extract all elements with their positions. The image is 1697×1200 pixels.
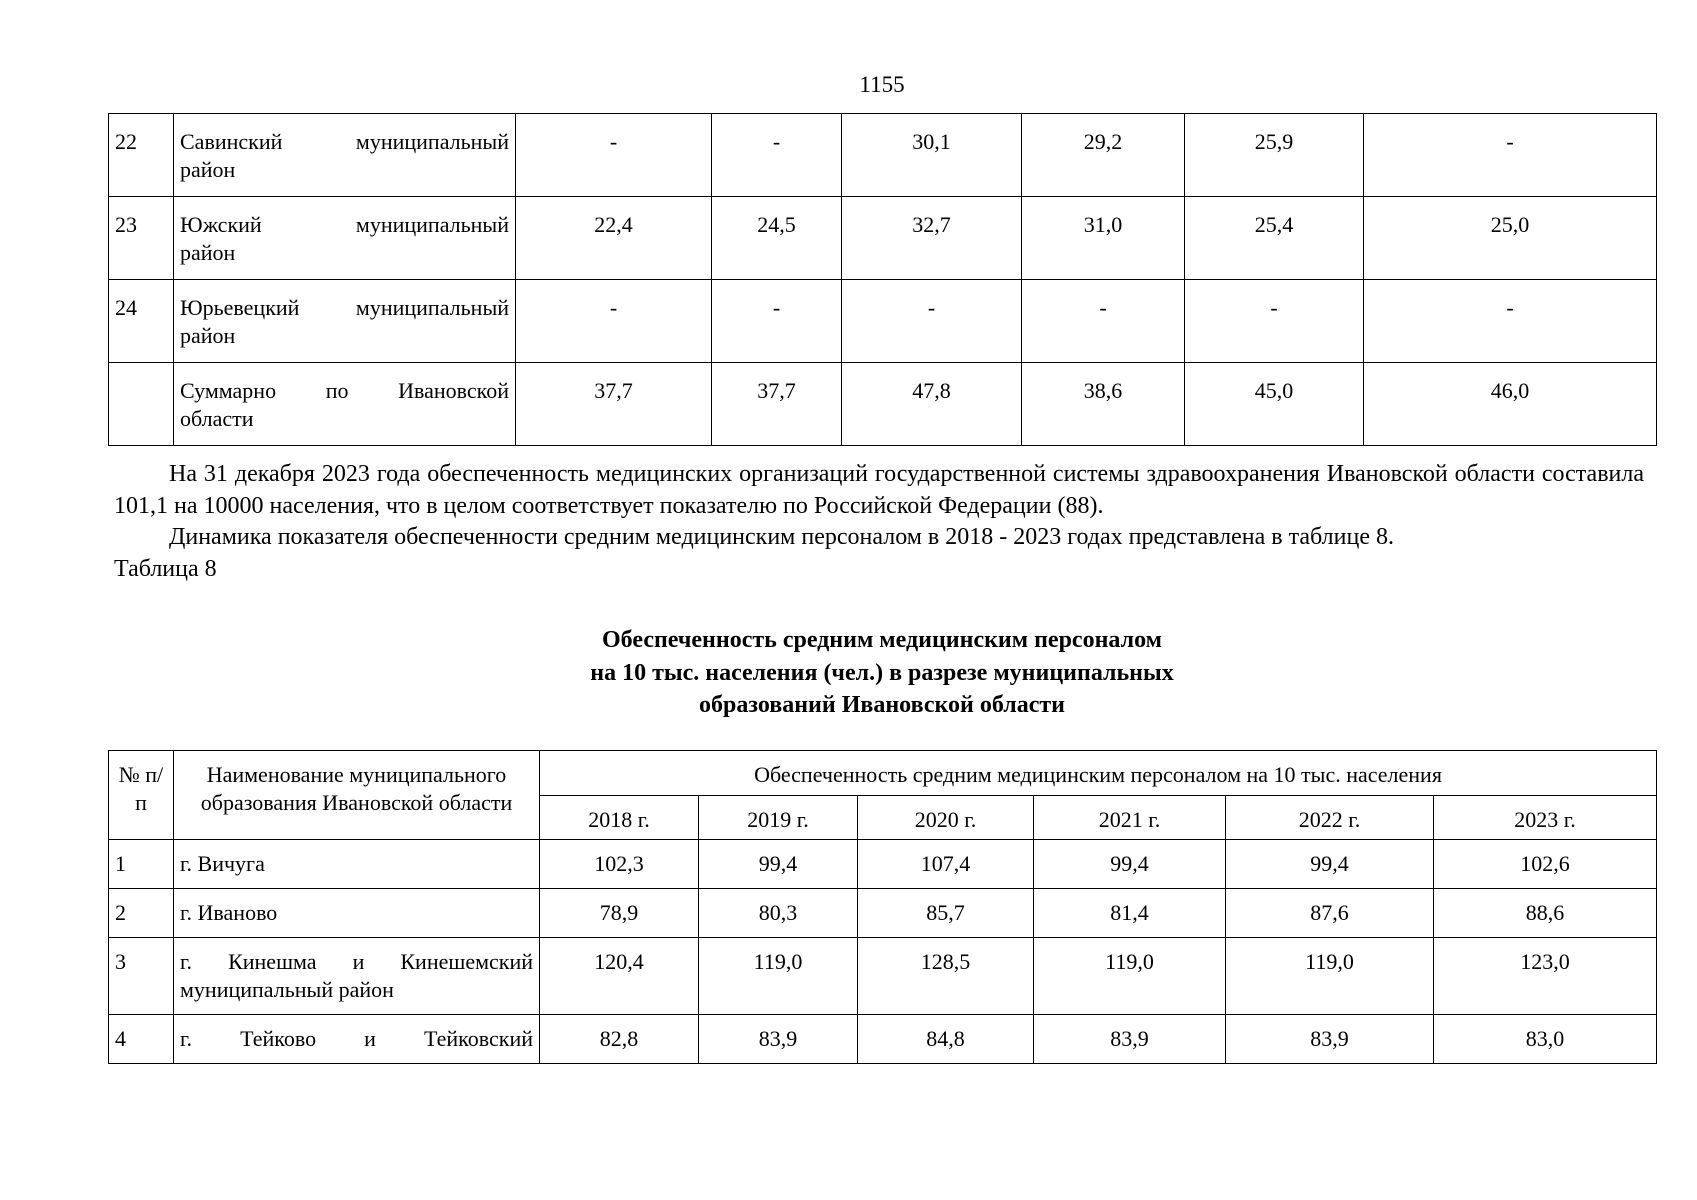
value-cell: 119,0 — [699, 938, 858, 1015]
value-cell: 32,7 — [842, 197, 1022, 280]
value-cell: 38,6 — [1022, 363, 1185, 446]
value-cell: - — [1364, 114, 1657, 197]
name-line: г. Иваново — [180, 900, 278, 925]
row-number: 23 — [109, 197, 174, 280]
value-cell: 24,5 — [712, 197, 842, 280]
name-line: г. Вичуга — [180, 851, 265, 876]
header-year: 2023 г. — [1434, 796, 1657, 840]
municipality-name — [174, 1015, 540, 1064]
value-cell: - — [516, 114, 712, 197]
name-line: Савинский муниципальный — [180, 129, 509, 154]
value-cell: 84,8 — [858, 1015, 1034, 1064]
table-title-line: образований Ивановской области — [699, 692, 1065, 718]
municipality-name — [174, 889, 540, 938]
value-cell: 25,4 — [1185, 197, 1364, 280]
value-cell: 45,0 — [1185, 363, 1364, 446]
name-line: район — [180, 157, 236, 182]
paragraph-provision: На 31 декабря 2023 года обеспеченность медицинских организаций государственной системы здравоохранения Ивановской области составила 101,1 на 10000 населения, что в целом соответствует показателю по Российской Федерации (88). — [114, 461, 1644, 519]
value-cell: 30,1 — [842, 114, 1022, 197]
municipality-name — [174, 363, 516, 446]
value-cell: 123,0 — [1434, 938, 1657, 1015]
name-line: г. Тейково и Тейковский — [180, 1026, 533, 1051]
header-year: 2022 г. — [1226, 796, 1434, 840]
header-year: 2021 г. — [1034, 796, 1226, 840]
header-municipality: Наименование муниципального образования Ивановской области — [174, 751, 540, 840]
municipality-name — [174, 114, 516, 197]
table-label: Таблица 8 — [114, 555, 217, 582]
value-cell: 120,4 — [540, 938, 699, 1015]
value-cell: - — [1185, 280, 1364, 363]
value-cell: 87,6 — [1226, 889, 1434, 938]
body-text — [114, 459, 1644, 585]
row-number: 1 — [109, 840, 174, 889]
municipality-name — [174, 938, 540, 1015]
value-cell: 25,9 — [1185, 114, 1364, 197]
row-number — [109, 363, 174, 446]
row-number: 4 — [109, 1015, 174, 1064]
table-row — [109, 280, 1657, 363]
paragraph-dynamics: Динамика показателя обеспеченности средним медицинским персоналом в 2018 - 2023 годах представлена в таблице 8. — [169, 524, 1394, 550]
value-cell: - — [1364, 280, 1657, 363]
name-line: Юрьевецкий муниципальный — [180, 295, 509, 320]
value-cell: 83,9 — [1034, 1015, 1226, 1064]
table-row — [109, 114, 1657, 197]
value-cell: 128,5 — [858, 938, 1034, 1015]
table-row — [109, 1015, 1657, 1064]
table-row — [109, 197, 1657, 280]
header-year: 2018 г. — [540, 796, 699, 840]
value-cell: 37,7 — [712, 363, 842, 446]
name-line: Южский муниципальный — [180, 212, 509, 237]
table-row — [109, 889, 1657, 938]
value-cell: 46,0 — [1364, 363, 1657, 446]
value-cell: 88,6 — [1434, 889, 1657, 938]
value-cell: 31,0 — [1022, 197, 1185, 280]
table-row — [109, 938, 1657, 1015]
municipality-name — [174, 197, 516, 280]
value-cell: 78,9 — [540, 889, 699, 938]
table-8 — [108, 750, 1657, 1064]
name-line: район — [180, 323, 236, 348]
value-cell: 85,7 — [858, 889, 1034, 938]
row-number: 2 — [109, 889, 174, 938]
value-cell: 83,9 — [1226, 1015, 1434, 1064]
value-cell: 107,4 — [858, 840, 1034, 889]
value-cell: 102,6 — [1434, 840, 1657, 889]
header-year: 2019 г. — [699, 796, 858, 840]
name-line: Суммарно по Ивановской — [180, 378, 509, 403]
row-number: 3 — [109, 938, 174, 1015]
value-cell: 81,4 — [1034, 889, 1226, 938]
value-cell: 99,4 — [1034, 840, 1226, 889]
value-cell: - — [842, 280, 1022, 363]
table-row — [109, 840, 1657, 889]
value-cell: - — [1022, 280, 1185, 363]
municipality-name — [174, 840, 540, 889]
value-cell: 119,0 — [1034, 938, 1226, 1015]
value-cell: 29,2 — [1022, 114, 1185, 197]
page-number: 1155 — [859, 72, 905, 97]
name-line: области — [180, 406, 254, 431]
value-cell: - — [712, 280, 842, 363]
value-cell: 83,0 — [1434, 1015, 1657, 1064]
name-line: г. Кинешма и Кинешемский — [180, 949, 533, 974]
name-line: район — [180, 240, 236, 265]
table-title-line: на 10 тыс. населения (чел.) в разрезе муниципальных — [590, 659, 1174, 686]
table-title — [0, 624, 1697, 722]
continued-table — [108, 113, 1657, 446]
value-cell: 80,3 — [699, 889, 858, 938]
value-cell: 119,0 — [1226, 938, 1434, 1015]
value-cell: 47,8 — [842, 363, 1022, 446]
value-cell: 37,7 — [516, 363, 712, 446]
value-cell: 102,3 — [540, 840, 699, 889]
value-cell: 22,4 — [516, 197, 712, 280]
value-cell: 25,0 — [1364, 197, 1657, 280]
value-cell: 83,9 — [699, 1015, 858, 1064]
table-row — [109, 363, 1657, 446]
header-number: № п/п — [109, 751, 174, 840]
header-year: 2020 г. — [858, 796, 1034, 840]
name-line: муниципальный район — [180, 977, 394, 1002]
municipality-name — [174, 280, 516, 363]
value-cell: 82,8 — [540, 1015, 699, 1064]
row-number: 24 — [109, 280, 174, 363]
row-number: 22 — [109, 114, 174, 197]
value-cell: - — [712, 114, 842, 197]
header-group: Обеспеченность средним медицинским персоналом на 10 тыс. населения — [540, 751, 1657, 796]
value-cell: 99,4 — [1226, 840, 1434, 889]
value-cell: - — [516, 280, 712, 363]
table-title-line: Обеспеченность средним медицинским персоналом — [602, 627, 1162, 653]
value-cell: 99,4 — [699, 840, 858, 889]
